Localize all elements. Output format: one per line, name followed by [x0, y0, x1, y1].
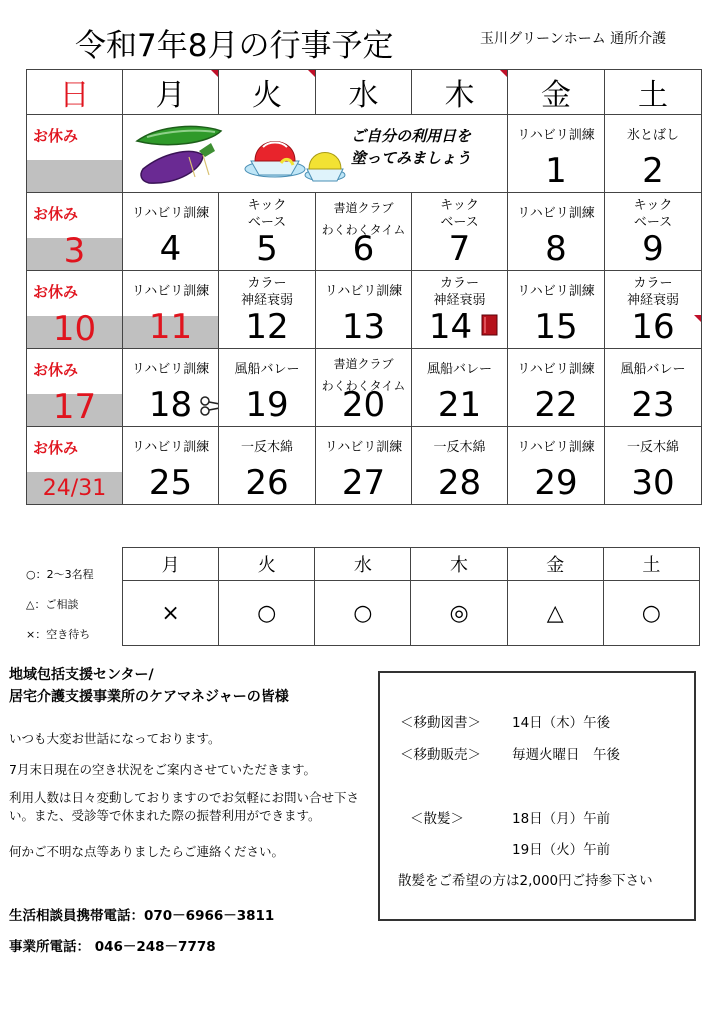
- closed-label: お休み: [33, 439, 79, 457]
- calendar-week-3: [27, 271, 702, 349]
- day-cell-7: キック ベース 7: [412, 193, 508, 271]
- day-cell-25: リハビリ訓練 25: [123, 427, 219, 505]
- haircut-date-1: 18日（月）午前: [512, 811, 611, 827]
- coloring-note: ご自分の利用日を 塗ってみましょう: [351, 127, 472, 167]
- calendar-week-2: [27, 193, 702, 271]
- decoration-banner: [123, 115, 508, 193]
- weekday-tue: 火: [219, 70, 316, 115]
- book-icon: [480, 313, 500, 337]
- closed-label: お休み: [33, 361, 79, 379]
- closed-label: お休み: [33, 127, 79, 145]
- sunday-cell: [27, 115, 123, 193]
- day-cell-27: リハビリ訓練 27: [316, 427, 412, 505]
- day-cell-26: 一反木綿 26: [219, 427, 316, 505]
- closed-label: お休み: [33, 205, 79, 223]
- day-cell-11: リハビリ訓練 11: [123, 271, 219, 349]
- day-cell-13: リハビリ訓練 13: [316, 271, 412, 349]
- weekday-fri: 金: [508, 70, 605, 115]
- sales-value: 毎週火曜日 午後: [512, 747, 620, 763]
- day-cell-23: 風船バレー 23: [605, 349, 702, 427]
- special-events-box: [378, 671, 696, 921]
- weekday-thu: 木: [412, 70, 508, 115]
- day-cell-30: 一反木綿 30: [605, 427, 702, 505]
- calendar-week-1: [27, 115, 702, 193]
- availability-table: [122, 547, 700, 646]
- scissors-icon: [199, 393, 219, 417]
- letter-greeting: いつも大変お世話になっております。: [9, 731, 221, 746]
- letter-heading-2: 居宅介護支援事業所のケアマネジャーの皆様: [9, 689, 289, 705]
- day-cell-18: リハビリ訓練 18: [123, 349, 219, 427]
- facility-name: 玉川グリーンホーム 通所介護: [480, 31, 667, 47]
- page-title: 令和7年8月の行事予定: [75, 28, 394, 64]
- day-cell-21: 風船バレー 21: [412, 349, 508, 427]
- day-cell-14: カラー 神経衰弱 14: [412, 271, 508, 349]
- weekday-sun: 日: [27, 70, 123, 115]
- event-calendar: [26, 69, 702, 505]
- letter-heading-1: 地域包括支援センター/: [9, 667, 154, 683]
- calendar-week-4: [27, 349, 702, 427]
- letter-contact-note: 何かご不明な点等ありましたらご連絡ください。: [9, 844, 285, 859]
- day-cell-22: リハビリ訓練 22: [508, 349, 605, 427]
- letter-availability-note: 7月末日現在の空き状況をご案内させていただきます。: [9, 762, 316, 777]
- office-phone: 事業所電話： 046－248－7778: [9, 939, 216, 955]
- sunday-cell: お休み 24/31: [27, 427, 123, 505]
- day-cell-1: リハビリ訓練 1: [508, 115, 605, 193]
- day-cell-19: 風船バレー 19: [219, 349, 316, 427]
- day-cell-6: 書道クラブ わくわくタイム 6: [316, 193, 412, 271]
- weekday-header-row: [27, 70, 702, 115]
- library-value: 14日（木）午後: [512, 715, 611, 731]
- day-cell-28: 一反木綿 28: [412, 427, 508, 505]
- day-cell-8: リハビリ訓練 8: [508, 193, 605, 271]
- weekday-wed: 水: [316, 70, 412, 115]
- day-cell-20: 書道クラブ わくわくタイム 20: [316, 349, 412, 427]
- day-cell-12: カラー 神経衰弱 12: [219, 271, 316, 349]
- day-cell-4: リハビリ訓練 4: [123, 193, 219, 271]
- vegetables-icon: [129, 117, 229, 191]
- availability-legend: ○：2～3名程 △：ご相談 ×：空き待ち: [26, 568, 94, 641]
- availability-marks-row: × ○ ○ ◎ △ ○: [123, 581, 700, 646]
- calendar-week-5: [27, 427, 702, 505]
- closed-label: お休み: [33, 283, 79, 301]
- sales-label: ＜移動販売＞: [400, 747, 481, 763]
- weekday-mon: 月: [123, 70, 219, 115]
- haircut-fee-note: 散髪をご希望の方は2,000円ご持参下さい: [398, 873, 653, 889]
- day-cell-2: 氷とばし 2: [605, 115, 702, 193]
- haircut-label: ＜散髪＞: [410, 811, 464, 827]
- availability-days-row: 月 火 水 木 金 土: [123, 548, 700, 581]
- day-cell-9: キック ベース 9: [605, 193, 702, 271]
- weekday-sat: 土: [605, 70, 702, 115]
- sunday-cell: お休み 10: [27, 271, 123, 349]
- day-cell-29: リハビリ訓練 29: [508, 427, 605, 505]
- care-manager-letter: [9, 664, 384, 859]
- day-cell-5: キック ベース 5: [219, 193, 316, 271]
- library-label: ＜移動図書＞: [400, 715, 481, 731]
- sunday-cell: お休み 3: [27, 193, 123, 271]
- shaved-ice-icon: [241, 117, 351, 191]
- letter-inquiry-note: 利用人数は日々変動しておりますのでお気軽にお問い合せ下さい。また、受診等で休まれた際の振替利用ができます。: [9, 790, 360, 823]
- day-cell-15: リハビリ訓練 15: [508, 271, 605, 349]
- staff-mobile-phone: 生活相談員携帯電話：070－6966－3811: [9, 908, 275, 924]
- haircut-date-2: 19日（火）午前: [512, 842, 611, 858]
- day-cell-16: カラー 神経衰弱 16: [605, 271, 702, 349]
- sunday-cell: お休み 17: [27, 349, 123, 427]
